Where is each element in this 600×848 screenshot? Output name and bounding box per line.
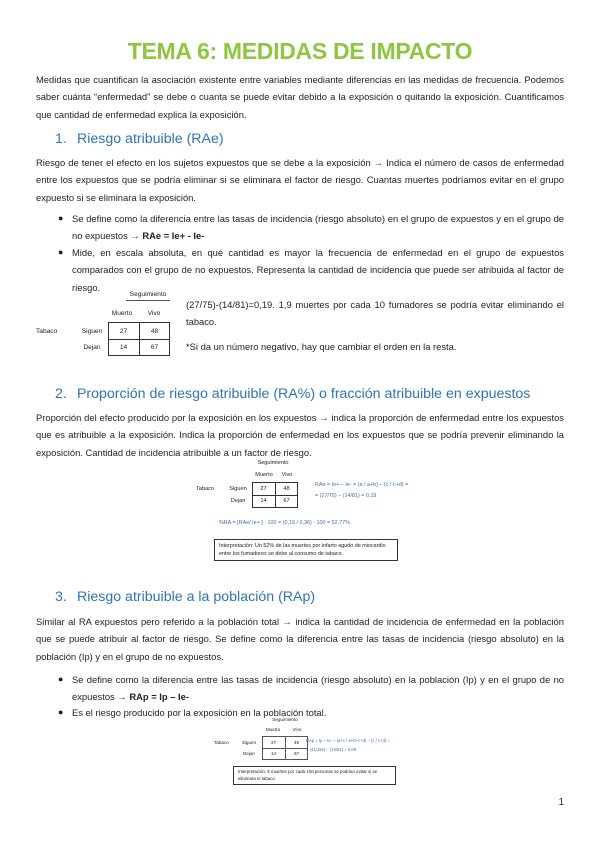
- formula-rae: RAe = Ie+ - Ie-: [142, 230, 205, 242]
- rap-calc-line-2: = (41/156) – (14/81) = 0,09: [306, 747, 357, 752]
- row-label-dejan: Dejan: [242, 751, 255, 756]
- section-3-bullet-2: Es el riesgo producido por la exposición en la población total.: [72, 707, 327, 718]
- cell-b: 48: [283, 486, 290, 492]
- bullet-icon: ●: [58, 247, 64, 257]
- table-caption: Seguimiento: [257, 460, 289, 466]
- section-1-body: Riesgo de tener el efecto en los sujetos expuestos que se debe a la exposición → Indica el número de casos de enfermedad entre los expuestos que se podría eliminar si se eliminara el factor de riesgo. Cuantas muertes podríamos evitar en el grupo expuesto si se eliminara la exposición.: [36, 157, 564, 203]
- section-1-title: Riesgo atribuible (RAe): [76, 131, 224, 147]
- row-group-label: Tabaco: [214, 740, 229, 745]
- col-header-muerto: Muerto: [111, 310, 133, 317]
- col-header-vivo: Vivo: [147, 310, 161, 317]
- contingency-table-1: [36, 290, 176, 358]
- intro-paragraph: Medidas que cuantifican la asociación existente entre variables mediante diferencias en las medidas de frecuencia. Podemos saber cuánta “enfermedad” se debe o cuanta se puede evitar debido a la exposición o quitando la exposición. Cuantificamos que cantidad de enfermedad explica la exposición.: [36, 74, 564, 120]
- example-result: (27/75)-(14/81)=0,19. 1,9 muertes por cada 10 fumadores se podría evitar eliminando el tabaco.: [186, 299, 564, 328]
- interpretation-box-3: Interpretación: 9 muertes por cada 100 personas se podrían evitar si se eliminara el tabaco.: [233, 766, 396, 785]
- section-3-bullet-1: [72, 671, 564, 706]
- section-2-title: Proporción de riesgo atribuible (RA%) o fracción atribuible en expuestos: [76, 386, 531, 402]
- col-header-muerto: Muerto: [255, 472, 273, 478]
- table-divider: [262, 748, 308, 749]
- row-label-dejan: Dejan: [83, 344, 101, 351]
- cell-b: 48: [293, 740, 300, 745]
- contingency-table-2: [196, 460, 316, 512]
- caption-underline: [126, 300, 170, 301]
- section-3-title: Riesgo atribuible a la población (RAp): [76, 589, 316, 605]
- row-label-dejan: Dejan: [230, 498, 246, 504]
- section-2-number: 2.: [55, 386, 67, 402]
- bullet-icon: ●: [58, 674, 64, 684]
- cell-a: 27: [260, 486, 267, 492]
- col-header-muerto: Muerto: [265, 727, 281, 732]
- table-divider: [108, 339, 170, 340]
- section-3-body: Similar al RA expuestos pero referido a la población total → indica la cantidad de incidencia de enfermedad en la población que se puede atribuir al factor de riesgo. Se define como la diferencia entre las tasas de incidencia (riesgo absoluto) en la población (Ip) y en el grupo de no expuestos.: [36, 616, 564, 662]
- page-title: TEMA 6: MEDIDAS DE IMPACTO: [127, 38, 473, 64]
- section-3-heading: [55, 589, 315, 605]
- section-1-bullet-1: [72, 210, 564, 245]
- section-1-number: 1.: [55, 131, 67, 147]
- row-group-label: Tabaco: [196, 486, 215, 492]
- cell-d: 67: [150, 344, 159, 351]
- cell-c: 14: [260, 498, 267, 504]
- table-divider: [252, 495, 298, 496]
- bullet-icon: ●: [58, 213, 64, 223]
- table-caption: Seguimiento: [129, 291, 167, 298]
- interpretation-box-2: Interpretación: Un 52% de las muertes por infarto agudo de miocardio entre los fumadores se debe al consumo de tabaco.: [214, 539, 398, 561]
- bullet-icon: ●: [58, 707, 64, 717]
- row-label-siguen: Siguen: [229, 486, 247, 492]
- col-header-vivo: Vivo: [292, 727, 302, 732]
- row-label-siguen: Siguen: [81, 328, 103, 335]
- bullet-text: Se define como la diferencia entre las tasas de incidencia (riesgo absoluto) en la población (Ip) y en el grupo de no expuestos →: [72, 674, 564, 703]
- section-1-heading: [55, 131, 224, 147]
- page-number: 1: [558, 797, 564, 808]
- rap-calc-line-1: RAp = Ip – Ie- = (a+c / a+b+c+d) – (c / c+d) =: [306, 738, 390, 743]
- rae-calc-line-2: = (27/75) – (14/81) = 0,19: [315, 493, 377, 499]
- formula-rap: RAp = Ip – Ie-: [129, 691, 189, 703]
- cell-a: 27: [119, 328, 128, 335]
- section-2-heading: [55, 386, 530, 402]
- section-3-number: 3.: [55, 589, 67, 605]
- col-header-vivo: Vivo: [281, 472, 293, 478]
- cell-d: 67: [283, 498, 290, 504]
- cell-c: 14: [119, 344, 128, 351]
- rae-calc-line-1: RAe = Ie+ – Ie- = (a / a+b) – (c / c+d) =: [315, 482, 409, 488]
- bullet-text: Se define como la diferencia entre las tasas de incidencia (riesgo absoluto) en el grupo de expuestos y en el grupo de no expuestos →: [72, 213, 564, 242]
- cell-a: 27: [270, 740, 277, 745]
- table-caption: Seguimiento: [272, 717, 298, 722]
- section-2-body: Proporción del efecto producido por la exposición en los expuestos → indica la proporción de enfermedad entre los expuestos que es atribuible a la exposición. Indica la proporción de enfermedad en los expuestos que se podría prevenir eliminando la exposición. Cantidad de incidencia atribuible a un factor de riesgo.: [36, 412, 564, 458]
- cell-b: 48: [150, 328, 159, 335]
- cell-d: 67: [293, 751, 300, 756]
- row-group-label: Tabaco: [36, 328, 58, 335]
- example-note: *Si da un número negativo, hay que cambiar el orden en la resta.: [186, 341, 457, 352]
- cell-c: 14: [270, 751, 277, 756]
- percent-ra-calc: %RA = [RAe/ Ie+ ] · 100 = (0,19 / 0,36) · 100 = 52,77%: [219, 520, 350, 526]
- row-label-siguen: Siguen: [241, 740, 257, 745]
- section-1-bullet-2: Mide, en escala absoluta, en qué cantidad es mayor la frecuencia de enfermedad en el grupo de expuestos comparados con el grupo de no expuestos. Representa la cantidad de incidencia que puede ser atribuida al factor de riesgo.: [72, 247, 564, 293]
